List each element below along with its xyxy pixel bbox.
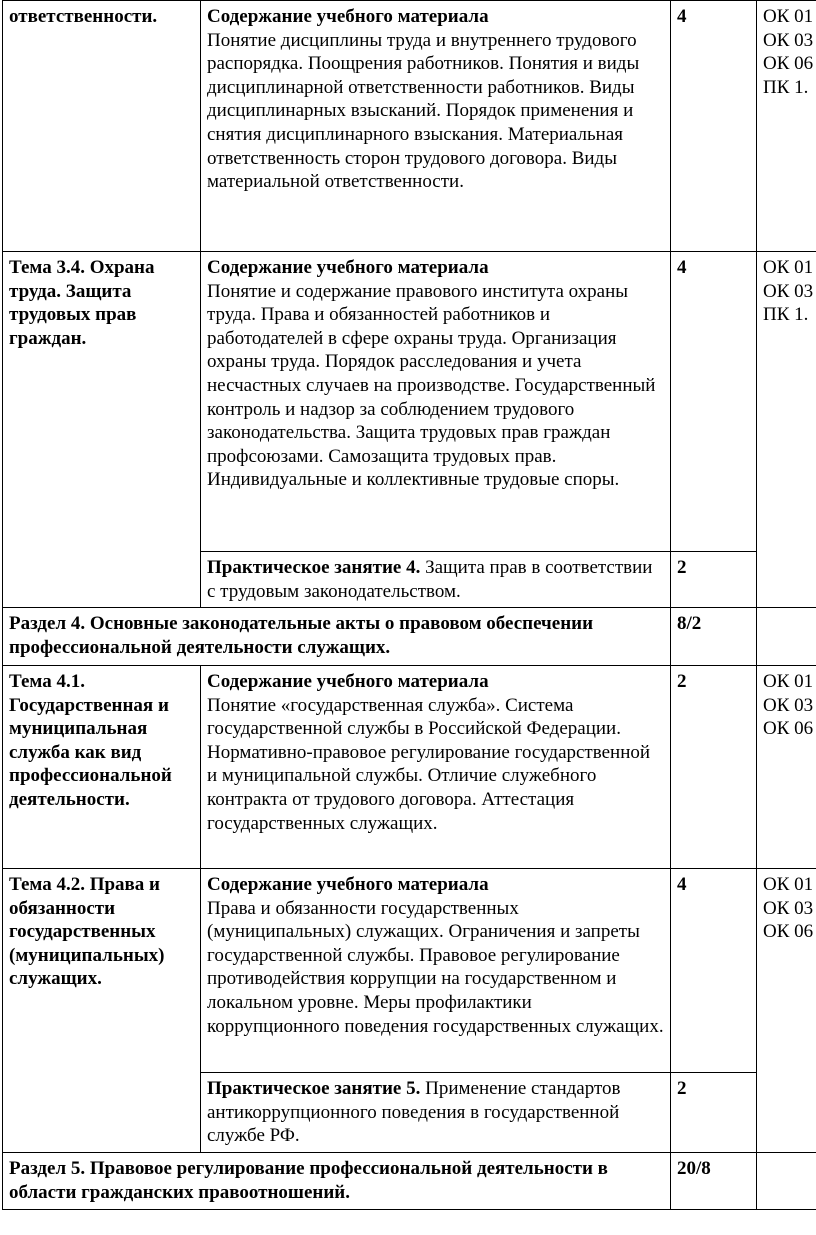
competency-code: ОК 01 — [763, 874, 814, 895]
competencies-cell — [757, 252, 816, 608]
content-cell — [201, 869, 671, 1073]
competency-code: ОК 01 — [763, 671, 814, 692]
competency-code: ОК 03 — [763, 694, 814, 716]
competency-code: ПК 1. — [763, 304, 809, 326]
section-hours: 20/8 — [671, 1153, 757, 1210]
content-cell — [201, 666, 671, 869]
hours-cell: 4 — [671, 869, 757, 1073]
empty-cell — [757, 1153, 816, 1210]
content-cell — [201, 252, 671, 552]
competency-code: ОК 03 — [763, 897, 814, 919]
table-row — [3, 1, 816, 252]
practice-cell — [201, 552, 671, 608]
section-title: Раздел 4. Основные законодательные акты о правовом обеспечении профессиональной деятельности служащих. — [3, 608, 671, 666]
table-row — [3, 608, 816, 666]
content-text: Понятие дисциплины труда и внутреннего трудового распорядка. Поощрения работников. Понятия и виды дисциплинарной ответственности работников. Виды дисциплинарных взысканий. Порядок применения и снятия дисциплинарного взыскания. Материальная ответственность сторон трудового договора. Виды материальной ответственности. — [207, 29, 640, 193]
competency-code: ОК 06 — [763, 53, 814, 75]
practice-text: Защита прав в соответствии с трудовым законодательством. — [207, 557, 653, 602]
hours-cell: 2 — [671, 666, 757, 869]
competencies-cell — [757, 666, 816, 869]
content-header: Содержание учебного материала — [207, 6, 489, 27]
table-row — [3, 1153, 816, 1210]
content-text: Понятие «государственная служба». Система государственной службы в Российской Федерации. Нормативно-правовое регулирование государственной и муниципальной службы. Отличие служебного контракта от трудового договора. Аттестация государственных служащих. — [207, 694, 651, 834]
table-row — [3, 666, 816, 869]
hours-cell: 2 — [671, 1073, 757, 1153]
practice-label: Практическое занятие 5. — [207, 1078, 421, 1099]
competency-code: ОК 06 — [763, 718, 814, 740]
competency-code: ОК 03 — [763, 280, 814, 302]
hours-cell: 2 — [671, 552, 757, 608]
content-header: Содержание учебного материала — [207, 671, 489, 692]
content-header: Содержание учебного материала — [207, 874, 489, 895]
topic-cell: Тема 3.4. Охрана труда. Защита трудовых прав граждан. — [3, 252, 201, 608]
content-cell — [201, 1, 671, 252]
practice-label: Практическое занятие 4. — [207, 557, 421, 578]
section-title: Раздел 5. Правовое регулирование профессиональной деятельности в области гражданских правоотношений. — [3, 1153, 671, 1210]
competency-code: ОК 01 — [763, 6, 814, 27]
practice-text: Применение стандартов антикоррупционного поведения в государственной службе РФ. — [207, 1078, 621, 1147]
competency-code: ОК 03 — [763, 29, 814, 51]
empty-cell — [757, 608, 816, 666]
topic-cell: Тема 4.2. Права и обязанности государственных (муниципальных) служащих. — [3, 869, 201, 1153]
competencies-cell — [757, 1, 816, 252]
table-row — [3, 869, 816, 1073]
competency-code: ОК 06 — [763, 921, 814, 943]
content-header: Содержание учебного материала — [207, 257, 489, 278]
section-hours: 8/2 — [671, 608, 757, 666]
practice-cell — [201, 1073, 671, 1153]
hours-cell: 4 — [671, 252, 757, 552]
curriculum-table — [2, 0, 816, 1210]
content-text: Понятие и содержание правового института охраны труда. Права и обязанностей работников и работодателей в сфере охраны труда. Организация охраны труда. Порядок расследования и учета несчастных случаев на производстве. Государственный контроль и надзор за соблюдением трудового законодательства. Защита трудовых прав граждан профсоюзами. Самозащита трудовых прав. Индивидуальные и коллективные трудовые споры. — [207, 280, 656, 491]
content-text: Права и обязанности государственных (муниципальных) служащих. Ограничения и запреты государственной службы. Правовое регулирование противодействия коррупции на государственном и локальном уровне. Меры профилактики коррупционного поведения государственных служащих. — [207, 897, 664, 1037]
topic-cell: Тема 4.1. Государственная и муниципальная служба как вид профессиональной деятельности. — [3, 666, 201, 869]
topic-cell: ответственности. — [3, 1, 201, 252]
hours-cell: 4 — [671, 1, 757, 252]
table-row — [3, 252, 816, 552]
competency-code: ПК 1. — [763, 76, 809, 98]
competencies-cell — [757, 869, 816, 1153]
competency-code: ОК 01 — [763, 257, 814, 278]
